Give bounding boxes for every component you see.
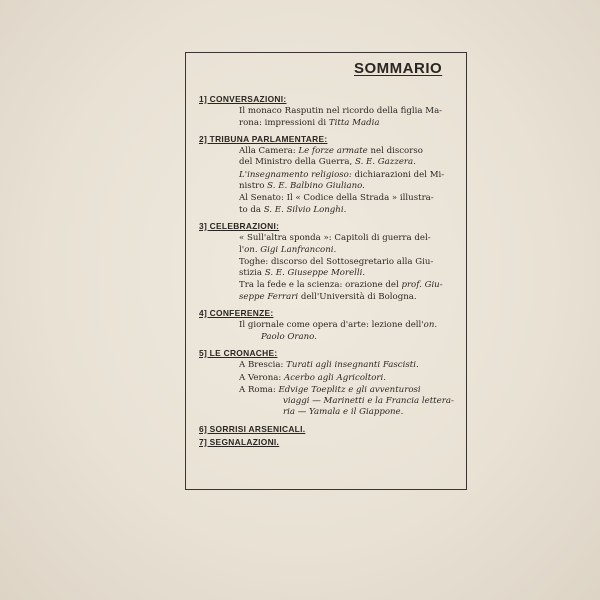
entry-text: Il monaco Rasputin nel ricordo della figlia Ma- <box>239 106 443 117</box>
entry-line <box>239 157 461 168</box>
entry-text: stizia <box>239 268 265 279</box>
toc-section <box>199 424 461 435</box>
entry-line <box>239 292 461 303</box>
entry-line <box>239 360 461 371</box>
italic-text: seppe Ferrari <box>239 291 299 302</box>
toc-entry <box>199 233 461 256</box>
toc-entry <box>199 257 461 280</box>
italic-text: on. Gigi Lanfranconi. <box>244 244 337 255</box>
entry-text: l' <box>239 244 245 255</box>
entry-text: rona: impressioni di <box>239 117 329 128</box>
entry-text: A Verona: <box>239 372 285 383</box>
entry-text: A Roma: <box>239 384 279 395</box>
section-heading: 7] SEGNALAZIONI. <box>199 437 280 448</box>
entry-text: to da <box>239 204 264 215</box>
entry-text: del Ministro della Guerra, <box>239 157 356 168</box>
italic-text: S. E. Giuseppe Morelli. <box>264 268 366 279</box>
section-heading: 1] CONVERSAZIONI: <box>199 94 287 104</box>
italic-text: on. <box>423 320 438 331</box>
toc-entry <box>199 373 461 384</box>
entry-text: dichiarazioni del Mi- <box>351 169 445 180</box>
entry-line <box>239 205 461 216</box>
entry-text: Al Senato: Il « Codice della Strada » illustra- <box>239 193 434 204</box>
entry-line <box>239 385 461 396</box>
section-heading: 4] CONFERENZE: <box>199 308 274 319</box>
entry-line <box>239 320 461 331</box>
entry-text: A Brescia: <box>239 360 287 371</box>
italic-text: Paolo Orano. <box>261 331 317 342</box>
entry-text: Toghe: discorso del Sottosegretario alla Giu- <box>239 256 434 267</box>
italic-text: S. E. Balbino Giuliano. <box>267 181 365 192</box>
entry-line <box>239 280 461 291</box>
entry-line <box>239 332 461 343</box>
toc-entry <box>199 146 461 169</box>
entry-line <box>239 106 461 117</box>
entry-line <box>239 170 461 181</box>
entry-line <box>239 257 461 268</box>
entry-line <box>239 193 461 204</box>
italic-text: viaggi — Marinetti e la Francia lettera- <box>283 396 454 407</box>
entry-line <box>239 373 461 384</box>
italic-text: Acerbo agli Agricoltori. <box>284 372 387 383</box>
toc-entry <box>199 360 461 371</box>
page-title: SOMMARIO <box>354 60 443 77</box>
toc-entry <box>199 193 461 216</box>
italic-text: Edvige Toeplitz e gli avventurosi <box>278 384 421 395</box>
toc-entry <box>199 106 461 129</box>
section-heading: 6] SORRISI ARSENICALI. <box>199 423 306 434</box>
entry-text: nel discorso <box>367 146 423 157</box>
entry-line <box>239 396 461 407</box>
italic-text: S. E. Silvio Longhi. <box>263 204 347 215</box>
toc-section <box>199 348 461 419</box>
entry-line <box>239 233 461 244</box>
entry-text: Tra la fede e la scienza: orazione del <box>239 280 402 291</box>
toc-section <box>199 308 461 343</box>
entry-line <box>239 245 461 256</box>
toc-section <box>199 221 461 303</box>
toc-section <box>199 94 461 129</box>
italic-text: Titta Madia <box>328 117 380 128</box>
entry-text: Il giornale come opera d'arte: lezione dell' <box>239 320 424 331</box>
toc-section <box>199 134 461 216</box>
italic-text: Turati agli insegnanti Fascisti. <box>286 360 419 371</box>
table-of-contents <box>199 94 461 453</box>
entry-line <box>239 268 461 279</box>
toc-entry <box>199 320 461 343</box>
entry-line <box>239 146 461 157</box>
section-heading: 3] CELEBRAZIONI: <box>199 220 280 231</box>
italic-text: Le forze armate <box>298 146 368 157</box>
italic-text: L'insegnamento religioso: <box>239 169 352 180</box>
toc-section <box>199 437 461 448</box>
section-heading: 5] LE CRONACHE: <box>199 347 278 358</box>
italic-text: S. E. Gazzera. <box>355 157 416 168</box>
entry-text: Alla Camera: <box>239 146 299 157</box>
toc-entry <box>199 385 461 419</box>
entry-line <box>239 407 461 418</box>
italic-text: prof. Giu- <box>401 280 443 291</box>
entry-line <box>239 181 461 192</box>
entry-line <box>239 118 461 129</box>
section-heading: 2] TRIBUNA PARLAMENTARE: <box>199 133 328 144</box>
italic-text: ria — Yamala e il Giappone. <box>283 407 404 418</box>
entry-text: nistro <box>239 181 268 192</box>
entry-text: « Sull'altra sponda »: Capitoli di guerra del- <box>239 233 431 244</box>
toc-entry <box>199 170 461 193</box>
toc-entry <box>199 280 461 303</box>
entry-text: dell'Università di Bologna. <box>298 291 417 302</box>
